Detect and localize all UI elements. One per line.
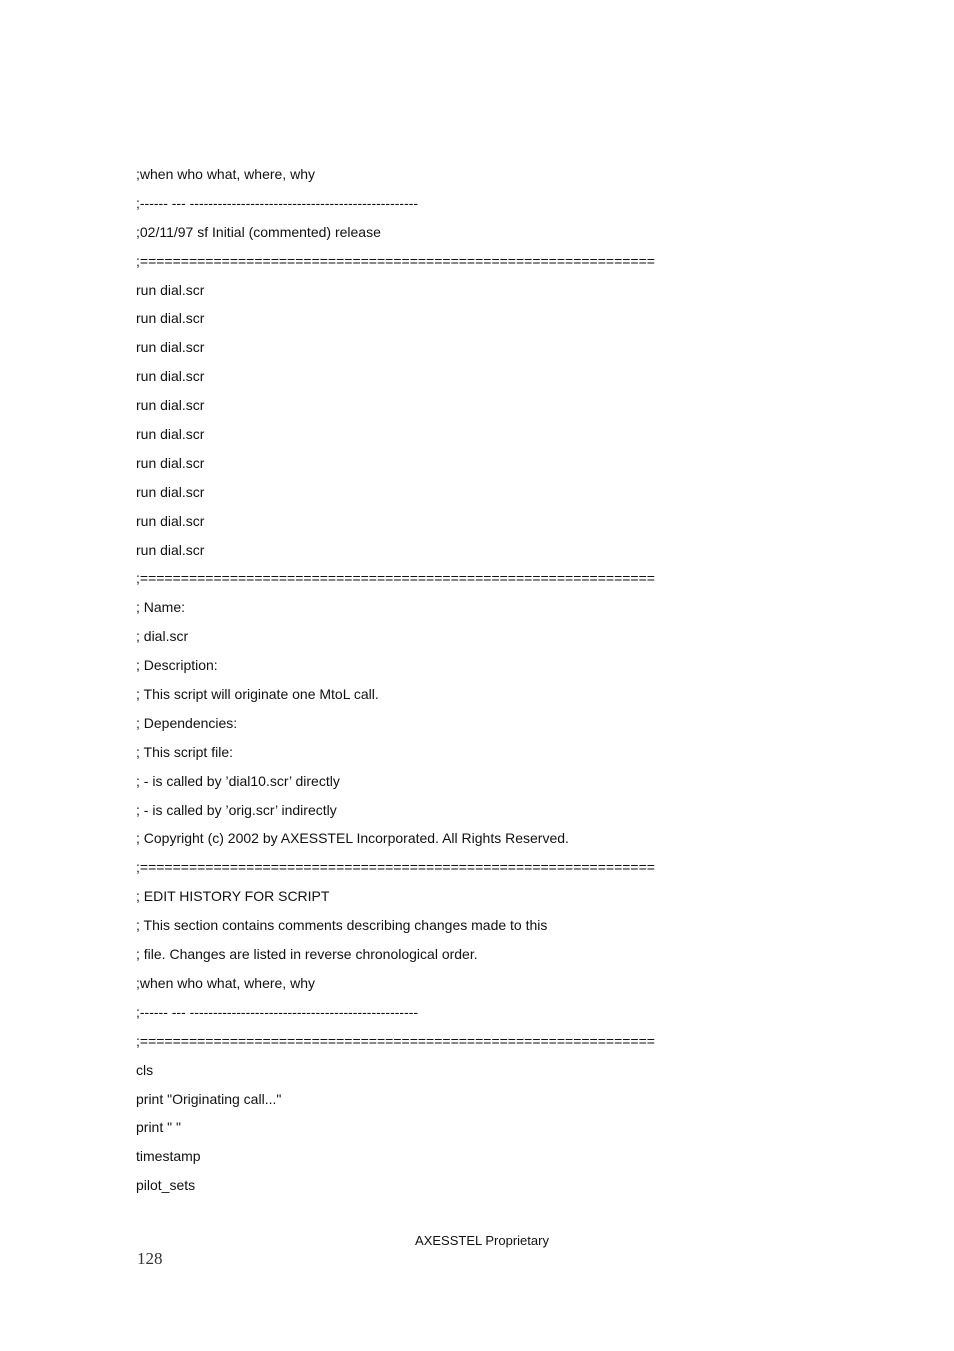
text-line: ; - is called by ’orig.scr’ indirectly bbox=[136, 801, 337, 818]
text-line: ;02/11/97 sf Initial (commented) release bbox=[136, 223, 381, 240]
text-line: timestamp bbox=[136, 1148, 201, 1165]
text-line: run dial.scr bbox=[136, 368, 205, 385]
text-line: ; Dependencies: bbox=[136, 714, 238, 731]
text-line: pilot_sets bbox=[136, 1177, 196, 1194]
text-line: ; This script will originate one MtoL call. bbox=[136, 686, 379, 703]
text-line: run dial.scr bbox=[136, 426, 205, 443]
document-body bbox=[136, 160, 856, 1200]
text-line: ; Description: bbox=[136, 657, 218, 674]
text-line: run dial.scr bbox=[136, 512, 205, 529]
text-line: cls bbox=[136, 1061, 154, 1078]
page-number: 128 bbox=[137, 1249, 163, 1268]
text-line: ;=============================================================== bbox=[136, 570, 655, 587]
text-line: run dial.scr bbox=[136, 541, 205, 558]
text-line: run dial.scr bbox=[136, 310, 205, 327]
text-line: run dial.scr bbox=[136, 454, 205, 471]
text-line: ; EDIT HISTORY FOR SCRIPT bbox=[136, 888, 330, 905]
text-line: print " " bbox=[136, 1119, 181, 1136]
text-line: ; This section contains comments describing changes made to this bbox=[136, 917, 548, 934]
text-line: run dial.scr bbox=[136, 483, 205, 500]
text-line: run dial.scr bbox=[136, 397, 205, 414]
text-line: run dial.scr bbox=[136, 339, 205, 356]
text-line: ; This script file: bbox=[136, 743, 233, 760]
text-line: ;when who what, where, why bbox=[136, 166, 315, 182]
text-line: ; file. Changes are listed in reverse chronological order. bbox=[136, 946, 478, 963]
text-line: ;=============================================================== bbox=[136, 859, 655, 876]
text-line: print "Originating call..." bbox=[136, 1090, 282, 1107]
text-line: ;------ --- ------------------------------------------------- bbox=[136, 1003, 419, 1020]
text-line: ;=============================================================== bbox=[136, 1032, 655, 1049]
text-line: ; - is called by ’dial10.scr’ directly bbox=[136, 772, 340, 789]
text-line: ;=============================================================== bbox=[136, 252, 655, 269]
text-line: ;when who what, where, why bbox=[136, 974, 315, 991]
text-line: ;------ --- ------------------------------------------------- bbox=[136, 194, 419, 211]
text-line: ; Copyright (c) 2002 by AXESSTEL Incorporated. All Rights Reserved. bbox=[136, 830, 569, 847]
text-line: run dial.scr bbox=[136, 281, 205, 298]
text-line: ; Name: bbox=[136, 599, 186, 616]
text-line: ; dial.scr bbox=[136, 628, 189, 645]
footer-proprietary-label: AXESSTEL Proprietary bbox=[415, 1233, 549, 1248]
